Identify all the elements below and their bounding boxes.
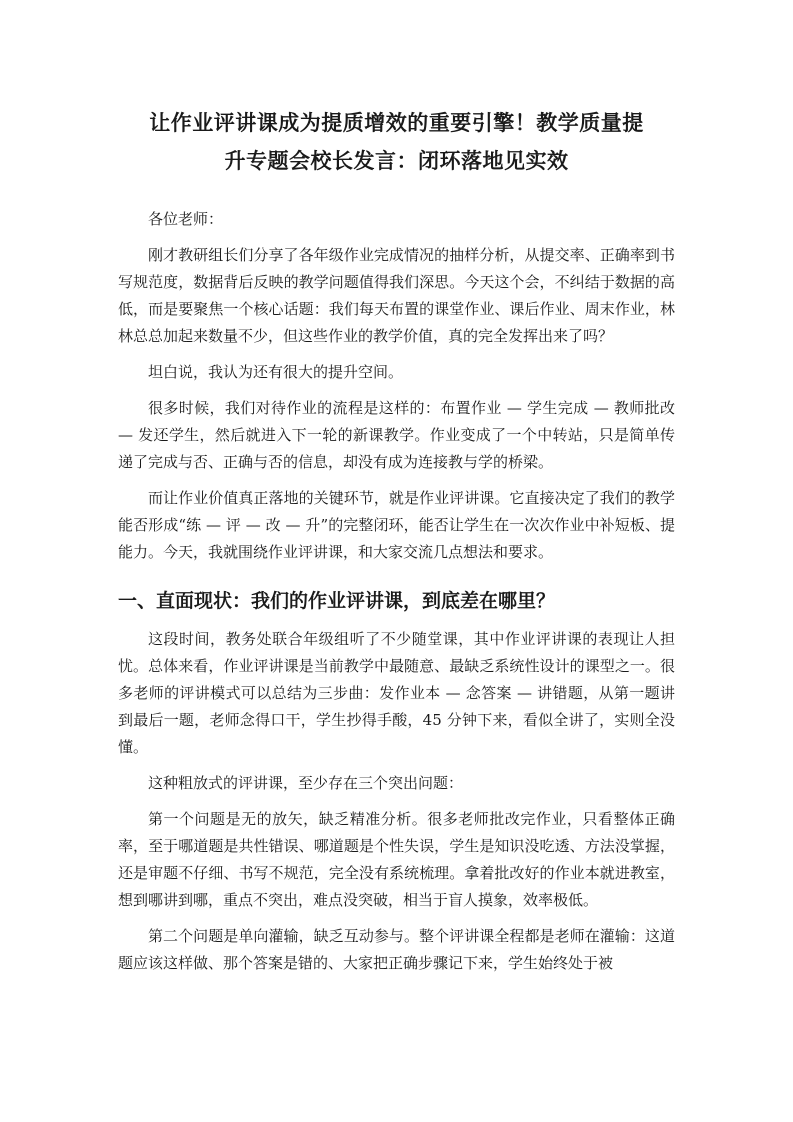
paragraph: 坦白说，我认为还有很大的提升空间。 <box>148 363 404 381</box>
title-line-2: 升专题会校长发言：闭环落地见实效 <box>224 149 569 173</box>
section-heading-1: 一、直面现状：我们的作业评讲课，到底差在哪里？ <box>118 590 556 612</box>
paragraph: 这段时间，教务处联合年级组听了不少随堂课，其中作业评讲课的表现让人担忧。总体来看，作业评讲课是当前教学中最随意、最缺乏系统性设计的课型之一。很多老师的评讲模式可以总结为三步曲：发作业本 — 念答案 — 讲错题，从第一题讲到最后一题，老师念得口干，学生抄得手酸，45 分钟下来，看似全讲了，实则全没懂。 <box>118 630 675 756</box>
paragraph: 这种粗放式的评讲课，至少存在三个突出问题： <box>148 774 464 792</box>
salutation: 各位老师： <box>148 210 224 228</box>
title-line-1: 让作业评讲课成为提质增效的重要引擎！教学质量提 <box>149 111 644 135</box>
paragraph: 第二个问题是单向灌输，缺乏互动参与。整个评讲课全程都是老师在灌输：这道题应该这样做、那个答案是错的、大家把正确步骤记下来，学生始终处于被 <box>118 927 675 972</box>
document-title <box>118 104 675 180</box>
paragraph: 很多时候，我们对待作业的流程是这样的：布置作业 — 学生完成 — 教师批改 — 发还学生，然后就进入下一轮的新课教学。作业变成了一个中转站，只是简单传递了完成与否、正确与否的信息，却没有成为连接教与学的桥梁。 <box>118 399 675 471</box>
paragraph: 而让作业价值真正落地的关键环节，就是作业评讲课。它直接决定了我们的教学能否形成“练 — 评 — 改 — 升”的完整闭环，能否让学生在一次次作业中补短板、提能力。今天，我就围绕作业评讲课，和大家交流几点想法和要求。 <box>118 489 675 561</box>
paragraph: 刚才教研组长们分享了各年级作业完成情况的抽样分析，从提交率、正确率到书写规范度，数据背后反映的教学问题值得我们深思。今天这个会，不纠结于数据的高低，而是要聚焦一个核心话题：我们每天布置的课堂作业、课后作业、周末作业，林林总总加起来数量不少，但这些作业的教学价值，真的完全发挥出来了吗？ <box>118 246 675 345</box>
paragraph: 第一个问题是无的放矢，缺乏精准分析。很多老师批改完作业，只看整体正确率，至于哪道题是共性错误、哪道题是个性失误，学生是知识没吃透、方法没掌握，还是审题不仔细、书写不规范，完全没有系统梳理。拿着批改好的作业本就进教室，想到哪讲到哪，重点不突出，难点没突破，相当于盲人摸象，效率极低。 <box>118 810 675 909</box>
document-body <box>118 104 675 986</box>
